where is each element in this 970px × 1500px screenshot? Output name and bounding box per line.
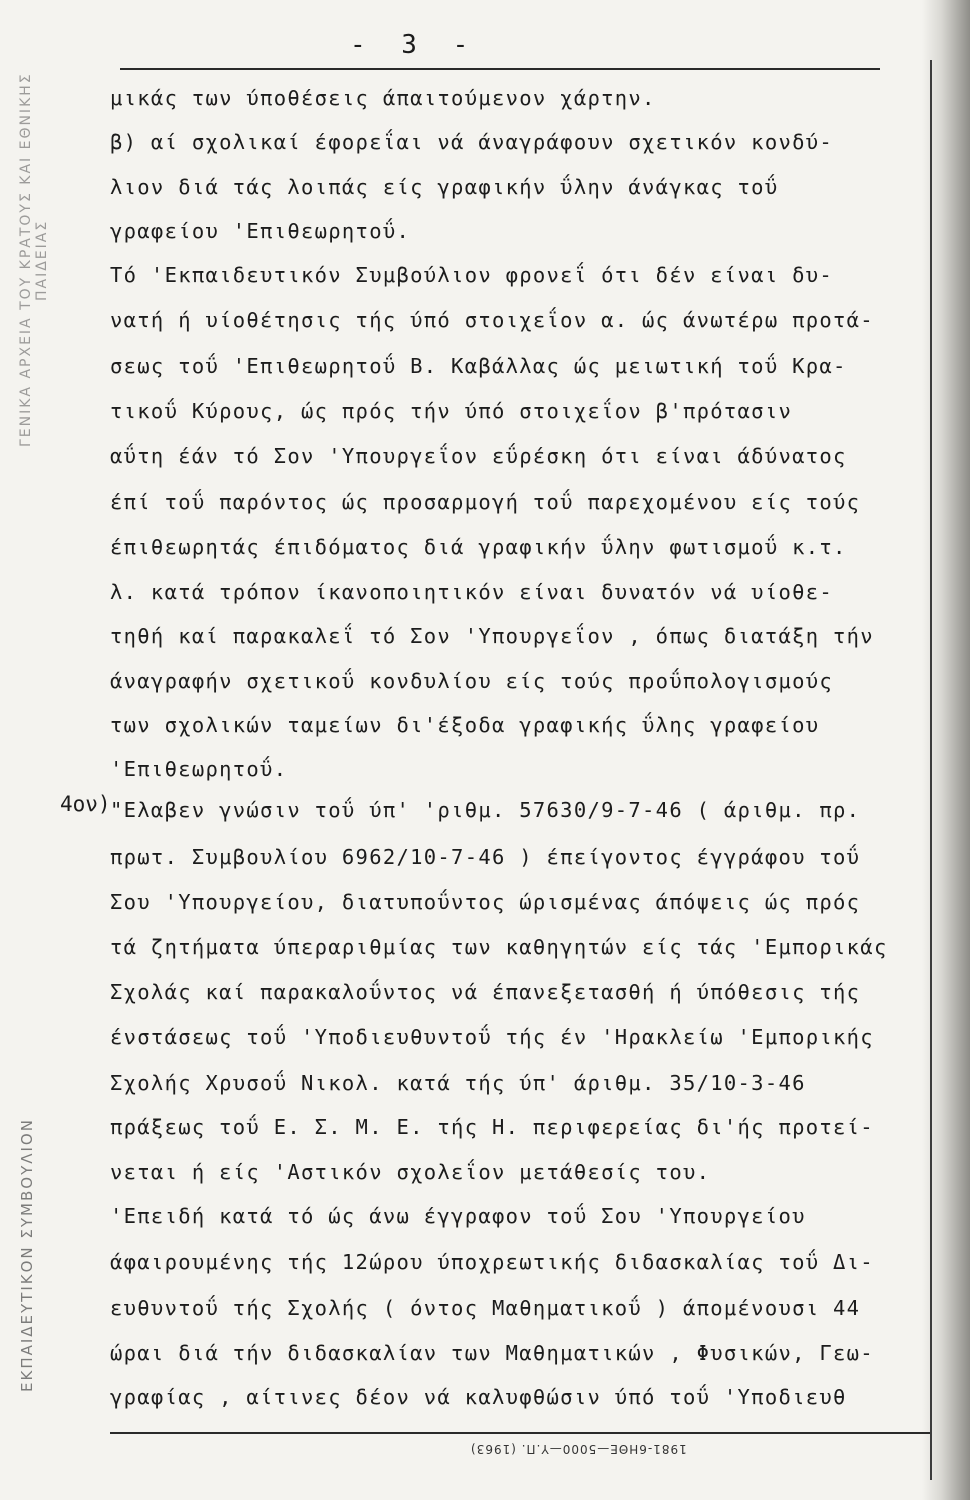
text-line: μικάς των ύποθέσεις άπαιτούμενον χάρτην.: [110, 86, 656, 110]
text-line: ώραι διά τήν διδασκαλίαν των Μαθηματικών , Φυσικών, Γεω-: [110, 1341, 874, 1365]
text-line: "Ελαβεν γνώσιν τοΰ ύπ' 'ριθμ. 57630/9-7-46 ( άριθμ. πρ.: [110, 798, 861, 822]
text-line: β) αί σχολικαί έφορεΐαι νά άναγράφουν σχετικόν κονδύ-: [110, 130, 834, 154]
text-line: έπιθεωρητάς έπιδόματος διά γραφικήν ΰλην φωτισμοΰ κ.τ.: [110, 535, 847, 559]
text-line: πρωτ. Συμβουλίου 6962/10-7-46 ) έπείγοντος έγγράφου τοΰ: [110, 845, 861, 869]
text-line: γραφείου 'Επιθεωρητοΰ.: [110, 219, 411, 243]
footer-rule: [110, 1432, 930, 1434]
text-line: άφαιρουμένης τής 12ώρου ύποχρεωτικής διδασκαλίας τοΰ Δι-: [110, 1250, 874, 1274]
header-rule: [120, 68, 880, 70]
margin-rule: [930, 60, 932, 1480]
text-line: νατή ή υίοθέτησις τής ύπό στοιχεΐον α. ώς άνωτέρω προτά-: [110, 308, 874, 332]
text-line: λιον διά τάς λοιπάς είς γραφικήν ΰλην άνάγκας τοΰ: [110, 175, 779, 199]
printer-imprint: 1981-6ΗΘΕ—5000—Υ.Π. (1963): [470, 1442, 687, 1456]
archive-stamp-bottom: ΕΚΠΑΙΔΕΥΤΙΚΟΝ ΣΥΜΒΟΥΛΙΟΝ: [18, 1118, 36, 1392]
text-line: ευθυντοΰ τής Σχολής ( όντος Μαθηματικοΰ ) άπομένουσι 44: [110, 1296, 861, 1320]
text-line: Σου 'Υπουργείου, διατυποΰντος ώρισμένας άπόψεις ώς πρός: [110, 890, 861, 914]
text-line: λ. κατά τρόπον ίκανοποιητικόν είναι δυνατόν νά υίοθε-: [110, 580, 834, 604]
text-line: 'Επιθεωρητοΰ.: [110, 757, 288, 781]
text-line: σεως τοΰ 'Επιθεωρητοΰ Β. Καβάλλας ώς μειωτική τοΰ Κρα-: [110, 354, 847, 378]
text-line: αΰτη έάν τό Σον 'Υπουργεΐον εΰρέσκη ότι είναι άδύνατος: [110, 444, 847, 468]
text-line: Τό 'Εκπαιδευτικόν Συμβούλιον φρονεΐ ότι δέν είναι δυ-: [110, 263, 834, 287]
item-number-label: 4ον): [60, 792, 111, 816]
text-line: Σχολής Χρυσοΰ Νικολ. κατά τής ύπ' άριθμ. 35/10-3-46: [110, 1071, 806, 1095]
text-line: 'Επειδή κατά τό ώς άνω έγγραφον τοΰ Σου 'Υπουργείου: [110, 1204, 806, 1228]
text-line: Σχολάς καί παρακαλοΰντος νά έπανεξετασθή ή ύπόθεσις τής: [110, 980, 861, 1004]
text-line: ένστάσεως τοΰ 'Υποδιευθυντοΰ τής έν 'Ηρακλείω 'Εμπορικής: [110, 1025, 874, 1049]
text-line: τά ζητήματα ύπεραριθμίας των καθηγητών είς τάς 'Εμπορικάς: [110, 935, 888, 959]
text-line: πράξεως τοΰ Ε. Σ. Μ. Ε. τής Η. περιφερείας δι'ής προτεί-: [110, 1115, 874, 1139]
page-number: - 3 -: [350, 30, 479, 60]
text-line: έπί τοΰ παρόντος ώς προσαρμογή τοΰ παρεχομένου είς τούς: [110, 490, 861, 514]
archive-stamp-top: ΓΕΝΙΚΑ ΑΡΧΕΙΑ ΤΟΥ ΚΡΑΤΟΥΣ ΚΑΙ ΕΘΝΙΚΗΣ ΠΑΙΔΕΙΑΣ: [18, 72, 50, 448]
text-line: νεται ή είς 'Αστικόν σχολεΐον μετάθεσίς του.: [110, 1160, 711, 1184]
text-line: τηθή καί παρακαλεΐ τό Σον 'Υπουργεΐον , όπως διατάξη τήν: [110, 624, 874, 648]
text-line: γραφίας , αίτινες δέον νά καλυφθώσιν ύπό τοΰ 'Υποδιευθ: [110, 1385, 847, 1409]
text-line: των σχολικών ταμείων δι'έξοδα γραφικής ΰλης γραφείου: [110, 713, 820, 737]
text-line: τικοΰ Κύρους, ώς πρός τήν ύπό στοιχεΐον β'πρότασιν: [110, 399, 793, 423]
text-line: άναγραφήν σχετικοΰ κονδυλίου είς τούς προΰπολογισμούς: [110, 669, 834, 693]
